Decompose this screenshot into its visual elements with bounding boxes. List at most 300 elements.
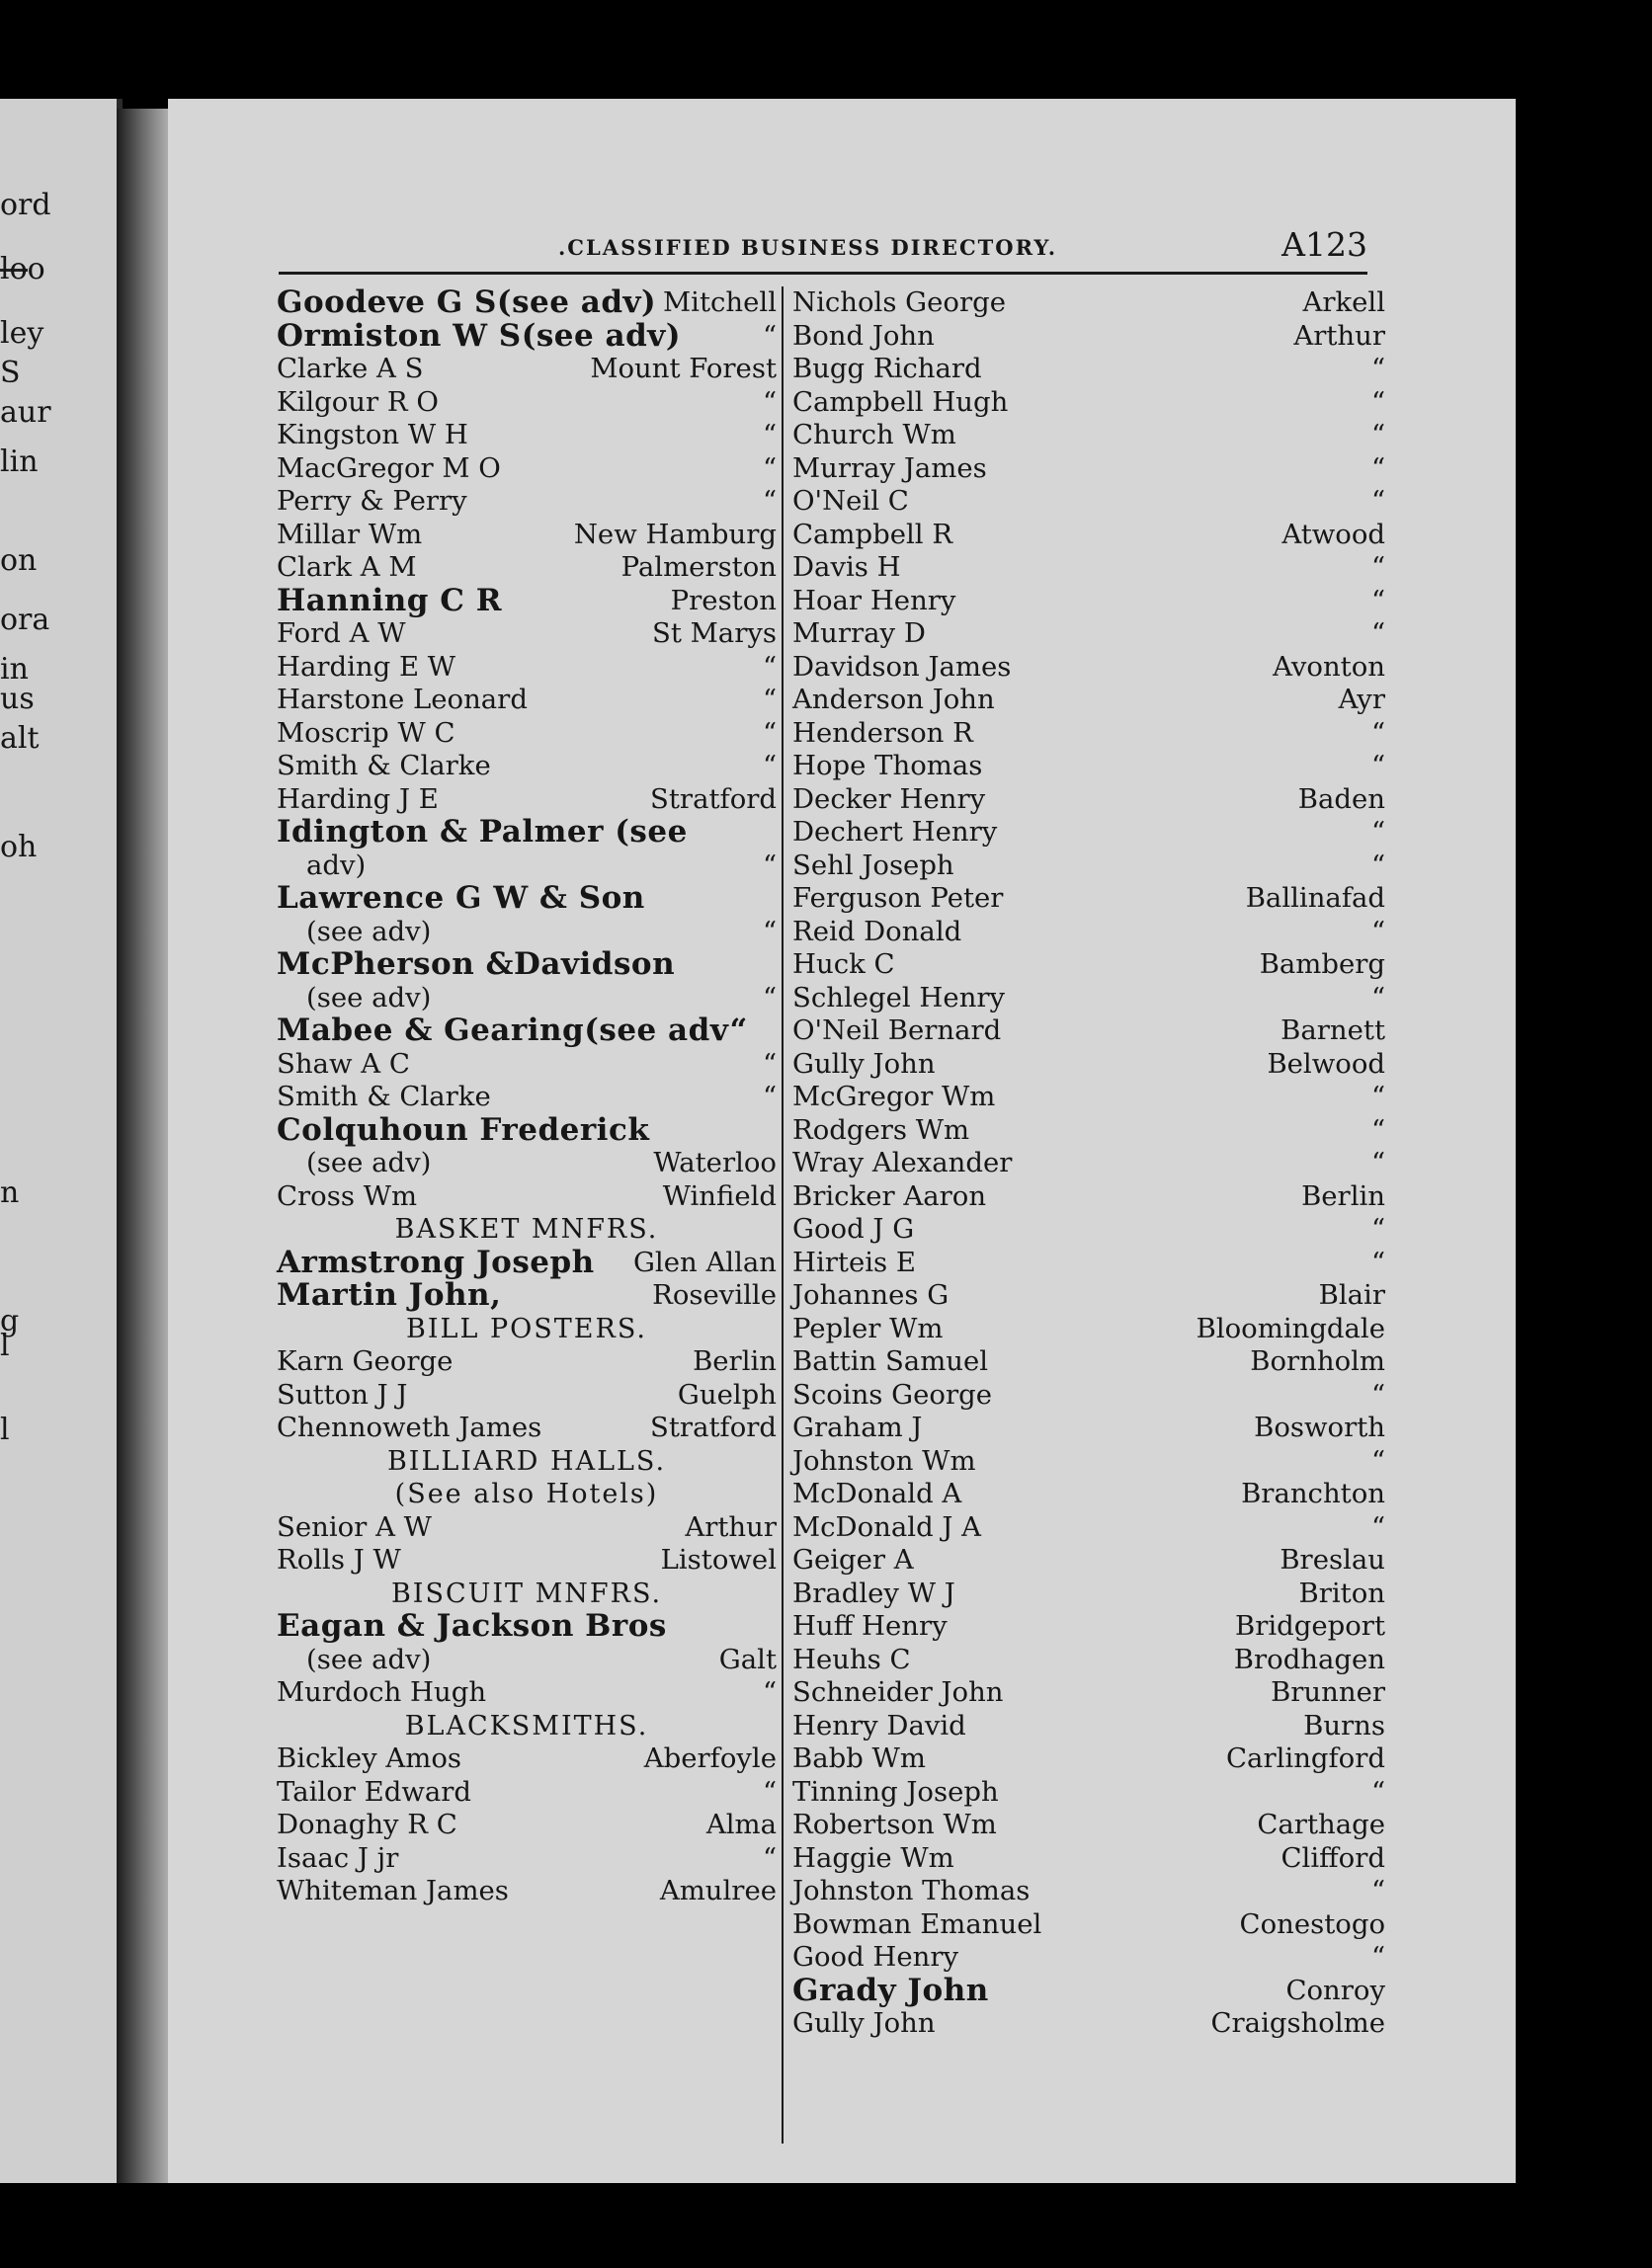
entry-name: (see adv) (306, 981, 432, 1013)
entry-place: Bloomingdale (1196, 1312, 1385, 1344)
left-page-fragment: n (0, 1175, 20, 1210)
entry-name: Perry & Perry (277, 485, 467, 517)
entry-name: Colquhoun Frederick (277, 1111, 650, 1148)
entry-name: Kingston W H (277, 419, 468, 450)
entry-name: Wray Alexander (792, 1147, 1013, 1178)
directory-entry (792, 1213, 1385, 1247)
directory-entry (792, 2007, 1385, 2041)
directory-entry (277, 1379, 777, 1413)
directory-entry (792, 1776, 1385, 1810)
entry-place: Brodhagen (1233, 1643, 1385, 1675)
entry-place: Alma (705, 1809, 777, 1840)
entry-name: Smith & Clarke (277, 1081, 491, 1112)
directory-entry (792, 286, 1385, 320)
right-column (792, 286, 1385, 2041)
entry-name: Huck C (792, 948, 895, 980)
entry-place: “ (1370, 1941, 1385, 1973)
entry-place: Briton (1298, 1577, 1385, 1609)
entry-name: Davis H (792, 551, 901, 583)
entry-place: Berlin (1301, 1179, 1385, 1212)
entry-place: “ (1370, 849, 1385, 881)
entry-place: Brunner (1271, 1676, 1385, 1708)
entry-place: Arthur (1293, 319, 1385, 352)
entry-name: Grady John (792, 1972, 989, 2008)
entry-place: New Hamburg (573, 518, 777, 550)
entry-place: “ (762, 684, 777, 715)
directory-entry (792, 1081, 1385, 1114)
entry-place: Guelph (677, 1378, 777, 1411)
entry-name: Dechert Henry (792, 816, 998, 848)
entry-name: Johnston Thomas (792, 1875, 1031, 1906)
entry-name: Decker Henry (792, 782, 986, 815)
directory-entry (792, 1279, 1385, 1313)
left-page-fragment: oh (0, 830, 38, 864)
directory-entry (277, 1742, 777, 1776)
left-page-fragment: us (0, 682, 35, 716)
entry-name: McGregor Wm (792, 1081, 996, 1112)
directory-entry (792, 320, 1385, 354)
entry-place: “ (1370, 1147, 1385, 1178)
directory-entry (277, 485, 777, 519)
entry-place: “ (1370, 1875, 1385, 1906)
directory-entry (277, 1776, 777, 1810)
directory-entry (792, 617, 1385, 651)
section-heading (277, 1478, 777, 1511)
directory-entry (792, 1313, 1385, 1346)
entry-name: Battin Samuel (792, 1345, 989, 1377)
entry-place: Carthage (1257, 1809, 1385, 1840)
entry-name: Whiteman James (277, 1875, 509, 1906)
directory-entry (792, 684, 1385, 717)
entry-name: Gully John (792, 2007, 936, 2039)
entry-place: “ (762, 1047, 777, 1080)
column-divider (782, 286, 784, 2144)
entry-name: Bradley W J (792, 1577, 955, 1609)
entry-name: Babb Wm (792, 1742, 926, 1774)
entry-name: Campbell R (792, 518, 953, 550)
entry-place: Bornholm (1250, 1345, 1385, 1377)
entry-name: Lawrence G W & Son (277, 880, 645, 916)
directory-entry (277, 882, 777, 916)
entry-name: Shaw A C (277, 1047, 410, 1080)
entry-name: Good Henry (792, 1941, 959, 1973)
directory-entry (792, 717, 1385, 751)
entry-name: O'Neil Bernard (792, 1014, 1002, 1046)
entry-place: Arkell (1302, 286, 1385, 318)
directory-entry (277, 317, 777, 354)
directory-entry (277, 850, 777, 883)
heading-text: (See also Hotels) (394, 1479, 659, 1509)
directory-entry (277, 617, 777, 651)
directory-entry (277, 419, 777, 452)
directory-entry (277, 1412, 777, 1445)
heading-text: BILL POSTERS. (406, 1313, 647, 1344)
entry-name: Murray D (792, 617, 926, 649)
entry-name: Goodeve G S(see adv) (277, 284, 657, 320)
entry-place: Winfield (662, 1179, 777, 1212)
entry-name: Schneider John (792, 1676, 1004, 1708)
directory-entry (792, 1809, 1385, 1842)
entry-name: Pepler Wm (792, 1312, 944, 1344)
directory-entry (277, 684, 777, 717)
directory-entry (277, 1644, 777, 1677)
entry-name: McDonald J A (792, 1510, 982, 1543)
entry-name: Sutton J J (277, 1378, 408, 1411)
directory-entry (792, 1147, 1385, 1180)
left-column (277, 286, 777, 1908)
left-page-fragment: loo (0, 252, 45, 286)
entry-place: Bridgeport (1235, 1610, 1385, 1642)
section-heading (277, 1445, 777, 1479)
entry-place: “ (762, 485, 777, 517)
entry-place: Bosworth (1254, 1412, 1385, 1443)
header-rule (279, 272, 1367, 275)
entry-place: “ (762, 650, 777, 683)
directory-entry (792, 1048, 1385, 1082)
directory-entry (277, 651, 777, 685)
entry-place: “ (762, 319, 777, 352)
directory-entry (792, 452, 1385, 486)
directory-entry (792, 485, 1385, 519)
directory-entry (277, 1081, 777, 1114)
directory-entry (792, 519, 1385, 552)
entry-place: Craigsholme (1210, 2007, 1385, 2039)
heading-text: BILLIARD HALLS. (386, 1445, 667, 1477)
entry-place: Stratford (650, 782, 777, 815)
directory-entry (792, 386, 1385, 420)
entry-place: Amulree (659, 1875, 777, 1906)
directory-entry (792, 419, 1385, 452)
entry-name: Bricker Aaron (792, 1179, 987, 1212)
entry-name: Mabee & Gearing(see adv“ (277, 1012, 748, 1048)
entry-name: MacGregor M O (277, 451, 501, 484)
entry-place: Blair (1318, 1279, 1385, 1311)
entry-name: Henry David (792, 1709, 966, 1742)
directory-entry (277, 386, 777, 420)
directory-entry (792, 1710, 1385, 1743)
entry-name: Hanning C R (277, 582, 502, 618)
entry-place: Listowel (660, 1544, 777, 1576)
entry-name: Ormiston W S(see adv) (277, 317, 681, 354)
entry-name: Millar Wm (277, 518, 423, 550)
directory-entry (792, 816, 1385, 850)
directory-entry (277, 582, 777, 618)
entry-name: Murray James (792, 451, 987, 484)
entry-name: Bugg Richard (792, 353, 982, 384)
entry-name: Hoar Henry (792, 584, 956, 616)
entry-name: McPherson &Davidson (277, 946, 676, 982)
directory-entry (792, 551, 1385, 585)
entry-name: Tailor Edward (277, 1775, 471, 1808)
entry-name: Schlegel Henry (792, 981, 1006, 1013)
entry-place: Atwood (1281, 518, 1385, 550)
entry-name: Martin John, (277, 1277, 502, 1313)
entry-name: Scoins George (792, 1378, 992, 1411)
entry-place: St Marys (652, 617, 777, 649)
entry-place: “ (762, 849, 777, 881)
entry-place: Burns (1303, 1709, 1385, 1742)
entry-place: “ (1370, 915, 1385, 947)
section-heading (277, 1578, 777, 1611)
entry-place: “ (762, 451, 777, 484)
entry-name: Senior A W (277, 1510, 432, 1543)
directory-entry (277, 1180, 777, 1214)
directory-entry (792, 1875, 1385, 1908)
entry-name: Idington & Palmer (see (277, 814, 688, 850)
directory-entry (277, 1147, 777, 1180)
entry-name: Bond John (792, 319, 935, 352)
left-page-fragment: aur (0, 395, 51, 430)
entry-place: “ (1370, 1444, 1385, 1477)
left-page-fragment: on (0, 543, 38, 578)
entry-place: Baden (1297, 782, 1385, 815)
entry-name: Smith & Clarke (277, 750, 491, 781)
entry-place: “ (762, 1081, 777, 1112)
directory-entry (792, 585, 1385, 618)
directory-entry (792, 1114, 1385, 1148)
entry-name: adv) (306, 849, 367, 881)
entry-name: Karn George (277, 1345, 454, 1377)
directory-entry (277, 551, 777, 585)
directory-entry (792, 850, 1385, 883)
directory-entry (277, 1809, 777, 1842)
directory-entry (277, 916, 777, 949)
directory-entry (792, 1941, 1385, 1975)
entry-place: Glen Allan (632, 1246, 777, 1278)
entry-name: Eagan & Jackson Bros (277, 1608, 667, 1644)
directory-entry (277, 1244, 777, 1280)
entry-place: “ (1370, 1378, 1385, 1411)
entry-place: Conroy (1285, 1974, 1385, 2006)
entry-place: “ (762, 385, 777, 418)
directory-entry (277, 948, 777, 982)
entry-name: Haggie Wm (792, 1841, 954, 1874)
entry-place: Mount Forest (590, 353, 777, 384)
entry-place: “ (762, 1841, 777, 1874)
entry-place: Preston (670, 584, 777, 616)
heading-text: BASKET MNFRS. (394, 1214, 659, 1245)
entry-place: “ (1370, 419, 1385, 450)
page-title: .CLASSIFIED BUSINESS DIRECTORY. (558, 235, 1057, 260)
directory-entry (792, 1578, 1385, 1611)
entry-place: “ (1370, 617, 1385, 649)
entry-place: “ (1370, 981, 1385, 1013)
entry-place: Roseville (652, 1279, 777, 1311)
directory-entry (792, 1478, 1385, 1511)
directory-entry (792, 1412, 1385, 1445)
left-page-fragment: S (0, 356, 21, 390)
entry-name: Robertson Wm (792, 1809, 997, 1840)
entry-place: “ (762, 1775, 777, 1808)
entry-name: Cross Wm (277, 1179, 418, 1212)
entry-place: “ (1370, 1081, 1385, 1112)
entry-name: Henderson R (792, 716, 973, 749)
left-page-fragment: l (0, 1413, 10, 1447)
directory-entry (792, 1972, 1385, 2008)
directory-entry (277, 1875, 777, 1908)
directory-entry (277, 1014, 777, 1048)
entry-name: Graham J (792, 1412, 923, 1443)
entry-name: McDonald A (792, 1478, 962, 1509)
left-page-fragment: g (0, 1304, 20, 1338)
entry-name: Hirteis E (792, 1246, 916, 1278)
entry-name: Bickley Amos (277, 1742, 462, 1774)
entry-name: Huff Henry (792, 1610, 948, 1642)
directory-entry (277, 750, 777, 783)
entry-place: “ (1370, 1775, 1385, 1808)
entry-name: Harstone Leonard (277, 684, 528, 715)
entry-place: Barnett (1280, 1014, 1385, 1046)
directory-entry (277, 982, 777, 1015)
entry-place: Branchton (1241, 1478, 1385, 1509)
entry-place: Ballinafad (1245, 882, 1385, 914)
directory-entry (792, 1511, 1385, 1545)
entry-name: Armstrong Joseph (277, 1244, 595, 1280)
entry-place: “ (1370, 1510, 1385, 1543)
directory-entry (792, 882, 1385, 916)
entry-name: Gully John (792, 1047, 936, 1080)
entry-place: Carlingford (1226, 1742, 1385, 1774)
directory-entry (792, 1742, 1385, 1776)
entry-place: Clifford (1280, 1841, 1385, 1874)
entry-place: Stratford (650, 1412, 777, 1443)
left-page-fragment: ora (0, 603, 50, 637)
entry-name: (see adv) (306, 1643, 432, 1675)
entry-place: “ (762, 750, 777, 781)
entry-name: Chennoweth James (277, 1412, 542, 1443)
entry-place: “ (1370, 1113, 1385, 1146)
directory-entry (792, 1247, 1385, 1280)
directory-entry (277, 783, 777, 817)
directory-entry (277, 1345, 777, 1379)
entry-name: Clarke A S (277, 353, 424, 384)
entry-place: Bamberg (1259, 948, 1385, 980)
directory-entry (792, 1379, 1385, 1413)
entry-place: “ (1370, 716, 1385, 749)
directory-entry (277, 1842, 777, 1876)
directory-entry (277, 1544, 777, 1578)
entry-name: O'Neil C (792, 485, 909, 517)
entry-name: Harding J E (277, 782, 439, 815)
entry-place: Mitchell (663, 286, 777, 318)
directory-entry (792, 982, 1385, 1015)
entry-place: Belwood (1267, 1047, 1385, 1080)
entry-name: Johannes G (792, 1279, 950, 1311)
left-page-fragment: alt (0, 721, 40, 756)
entry-place: “ (1370, 1246, 1385, 1278)
directory-entry (792, 1445, 1385, 1479)
entry-place: “ (1370, 1213, 1385, 1245)
directory-entry (792, 1908, 1385, 1942)
entry-name: Johnston Wm (792, 1444, 976, 1477)
directory-entry (792, 651, 1385, 685)
directory-entry (277, 717, 777, 751)
directory-entry (792, 1014, 1385, 1048)
entry-place: “ (762, 1676, 777, 1708)
entry-name: Good J G (792, 1213, 915, 1245)
section-heading (277, 1213, 777, 1247)
left-page-fragment: ley (0, 316, 44, 351)
directory-entry (277, 1511, 777, 1545)
section-heading (277, 1710, 777, 1743)
directory-entry (277, 519, 777, 552)
entry-name: Kilgour R O (277, 385, 439, 418)
directory-entry (792, 783, 1385, 817)
entry-place: “ (762, 915, 777, 947)
entry-name: Davidson James (792, 650, 1012, 683)
entry-name: Nichols George (792, 286, 1006, 318)
book-gutter (117, 109, 174, 2183)
entry-place: Avonton (1273, 650, 1385, 683)
entry-place: “ (1370, 551, 1385, 583)
entry-place: Arthur (685, 1510, 777, 1543)
entry-place: Ayr (1338, 684, 1385, 715)
entry-name: Anderson John (792, 684, 995, 715)
directory-entry (792, 1842, 1385, 1876)
directory-entry (792, 1544, 1385, 1578)
entry-name: Isaac J jr (277, 1841, 399, 1874)
entry-name: Hope Thomas (792, 750, 983, 781)
page-header (168, 225, 1516, 275)
entry-name: Rodgers Wm (792, 1113, 970, 1146)
directory-entry (792, 750, 1385, 783)
entry-place: Aberfoyle (643, 1742, 777, 1774)
entry-name: Tinning Joseph (792, 1775, 999, 1808)
directory-entry (277, 286, 777, 320)
entry-name: Murdoch Hugh (277, 1676, 487, 1708)
entry-name: Ford A W (277, 617, 406, 649)
directory-entry (277, 816, 777, 850)
entry-name: Campbell Hugh (792, 385, 1009, 418)
entry-place: “ (1370, 584, 1385, 616)
entry-name: Heuhs C (792, 1643, 911, 1675)
entry-place: Conestogo (1239, 1907, 1385, 1940)
heading-text: BLACKSMITHS. (404, 1710, 649, 1742)
entry-place: “ (1370, 385, 1385, 418)
directory-page (168, 99, 1516, 2183)
directory-entry (792, 1610, 1385, 1644)
directory-entry (277, 1111, 777, 1148)
page-number: A123 (1281, 225, 1367, 264)
left-page-fragment: in (0, 652, 29, 687)
left-page-fragment: l (0, 1329, 10, 1363)
directory-entry (792, 948, 1385, 982)
directory-entry (792, 916, 1385, 949)
directory-entry (792, 1676, 1385, 1710)
entry-name: Ferguson Peter (792, 882, 1004, 914)
entry-name: Harding E W (277, 650, 456, 683)
entry-place: Breslau (1280, 1544, 1385, 1576)
entry-place: “ (1370, 353, 1385, 384)
left-page-edge (0, 99, 123, 2183)
heading-text: BISCUIT MNFRS. (390, 1578, 663, 1609)
left-page-fragment: ord (0, 188, 51, 222)
entry-name: Clark A M (277, 551, 417, 583)
directory-entry (277, 1610, 777, 1644)
entry-name: Bowman Emanuel (792, 1907, 1042, 1940)
entry-place: “ (762, 981, 777, 1013)
entry-place: “ (1370, 750, 1385, 781)
directory-entry (277, 452, 777, 486)
directory-entry (792, 1644, 1385, 1677)
entry-place: Waterloo (653, 1147, 777, 1178)
entry-name: (see adv) (306, 915, 432, 947)
entry-place: Berlin (693, 1345, 777, 1377)
section-heading (277, 1313, 777, 1346)
entry-name: Rolls J W (277, 1544, 401, 1576)
entry-place: “ (762, 716, 777, 749)
entry-name: Sehl Joseph (792, 849, 954, 881)
